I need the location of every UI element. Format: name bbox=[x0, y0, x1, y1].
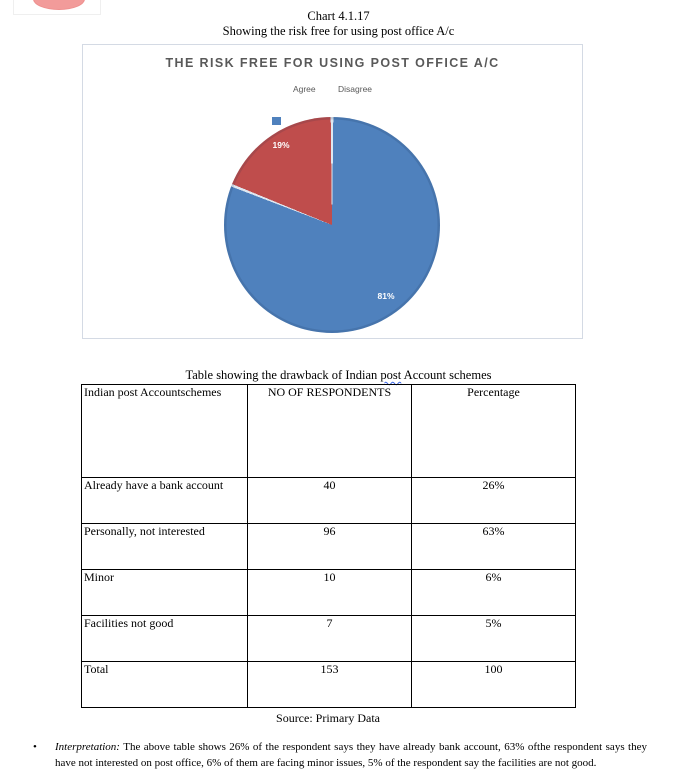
cell-label: Personally, not interested bbox=[82, 524, 248, 570]
chart-caption-heading: Showing the risk free for using post office A/c bbox=[222, 23, 455, 38]
legend-item-agree: Agree bbox=[292, 84, 316, 94]
stray-legend-marker-square bbox=[272, 117, 281, 125]
header-schemes: Indian post Accountschemes bbox=[82, 385, 248, 478]
cell-count: 40 bbox=[248, 478, 412, 524]
document-headings bbox=[0, 9, 677, 38]
chart-legend bbox=[83, 84, 582, 94]
cell-count: 96 bbox=[248, 524, 412, 570]
pie-chart bbox=[224, 117, 440, 333]
cell-percent: 6% bbox=[412, 570, 576, 616]
cell-count: 10 bbox=[248, 570, 412, 616]
table-source-note: Source: Primary Data bbox=[276, 711, 380, 725]
table-header-row bbox=[82, 385, 576, 478]
cell-percent: 26% bbox=[412, 478, 576, 524]
cell-count: 153 bbox=[248, 662, 412, 708]
pie-chart-container bbox=[82, 44, 583, 339]
cell-label: Minor bbox=[82, 570, 248, 616]
drawback-table bbox=[81, 384, 576, 708]
interpretation-body: The above table shows 26% of the respondent says they have already bank account, 63% ofthe respondent says they have not interested on post office, 6% of them are facing minor issues, 5% of the respondent say the facilities are not good. bbox=[55, 741, 647, 769]
cell-label: Facilities not good bbox=[82, 616, 248, 662]
table-total-row bbox=[82, 662, 576, 708]
data-label-disagree: 19% bbox=[272, 140, 290, 150]
chart-title: THE RISK FREE FOR USING POST OFFICE A/C bbox=[165, 56, 500, 70]
pie-graphic bbox=[224, 117, 440, 333]
chart-number-heading: Chart 4.1.17 bbox=[307, 9, 370, 23]
table-row bbox=[82, 616, 576, 662]
cell-percent: 5% bbox=[412, 616, 576, 662]
data-label-agree: 81% bbox=[377, 291, 395, 301]
cell-percent: 100 bbox=[412, 662, 576, 708]
table-caption-before: Table showing the drawback of Indian bbox=[185, 368, 381, 382]
cell-count: 7 bbox=[248, 616, 412, 662]
cell-percent: 63% bbox=[412, 524, 576, 570]
cell-label: Already have a bank account bbox=[82, 478, 248, 524]
legend-item-disagree: Disagree bbox=[338, 84, 373, 94]
table-caption-after: Account schemes bbox=[401, 368, 492, 382]
header-percentage: Percentage bbox=[412, 385, 576, 478]
interpretation-label: Interpretation: bbox=[55, 741, 120, 753]
table-caption-spellcheck-word: post bbox=[380, 368, 402, 382]
table-caption bbox=[0, 368, 677, 383]
cell-label: Total bbox=[82, 662, 248, 708]
interpretation-paragraph bbox=[33, 740, 647, 771]
interpretation-text bbox=[55, 740, 647, 771]
table-row bbox=[82, 570, 576, 616]
header-respondents: NO OF RESPONDENTS bbox=[248, 385, 412, 478]
table-row bbox=[82, 524, 576, 570]
bullet-glyph: • bbox=[33, 741, 37, 753]
table-row bbox=[82, 478, 576, 524]
